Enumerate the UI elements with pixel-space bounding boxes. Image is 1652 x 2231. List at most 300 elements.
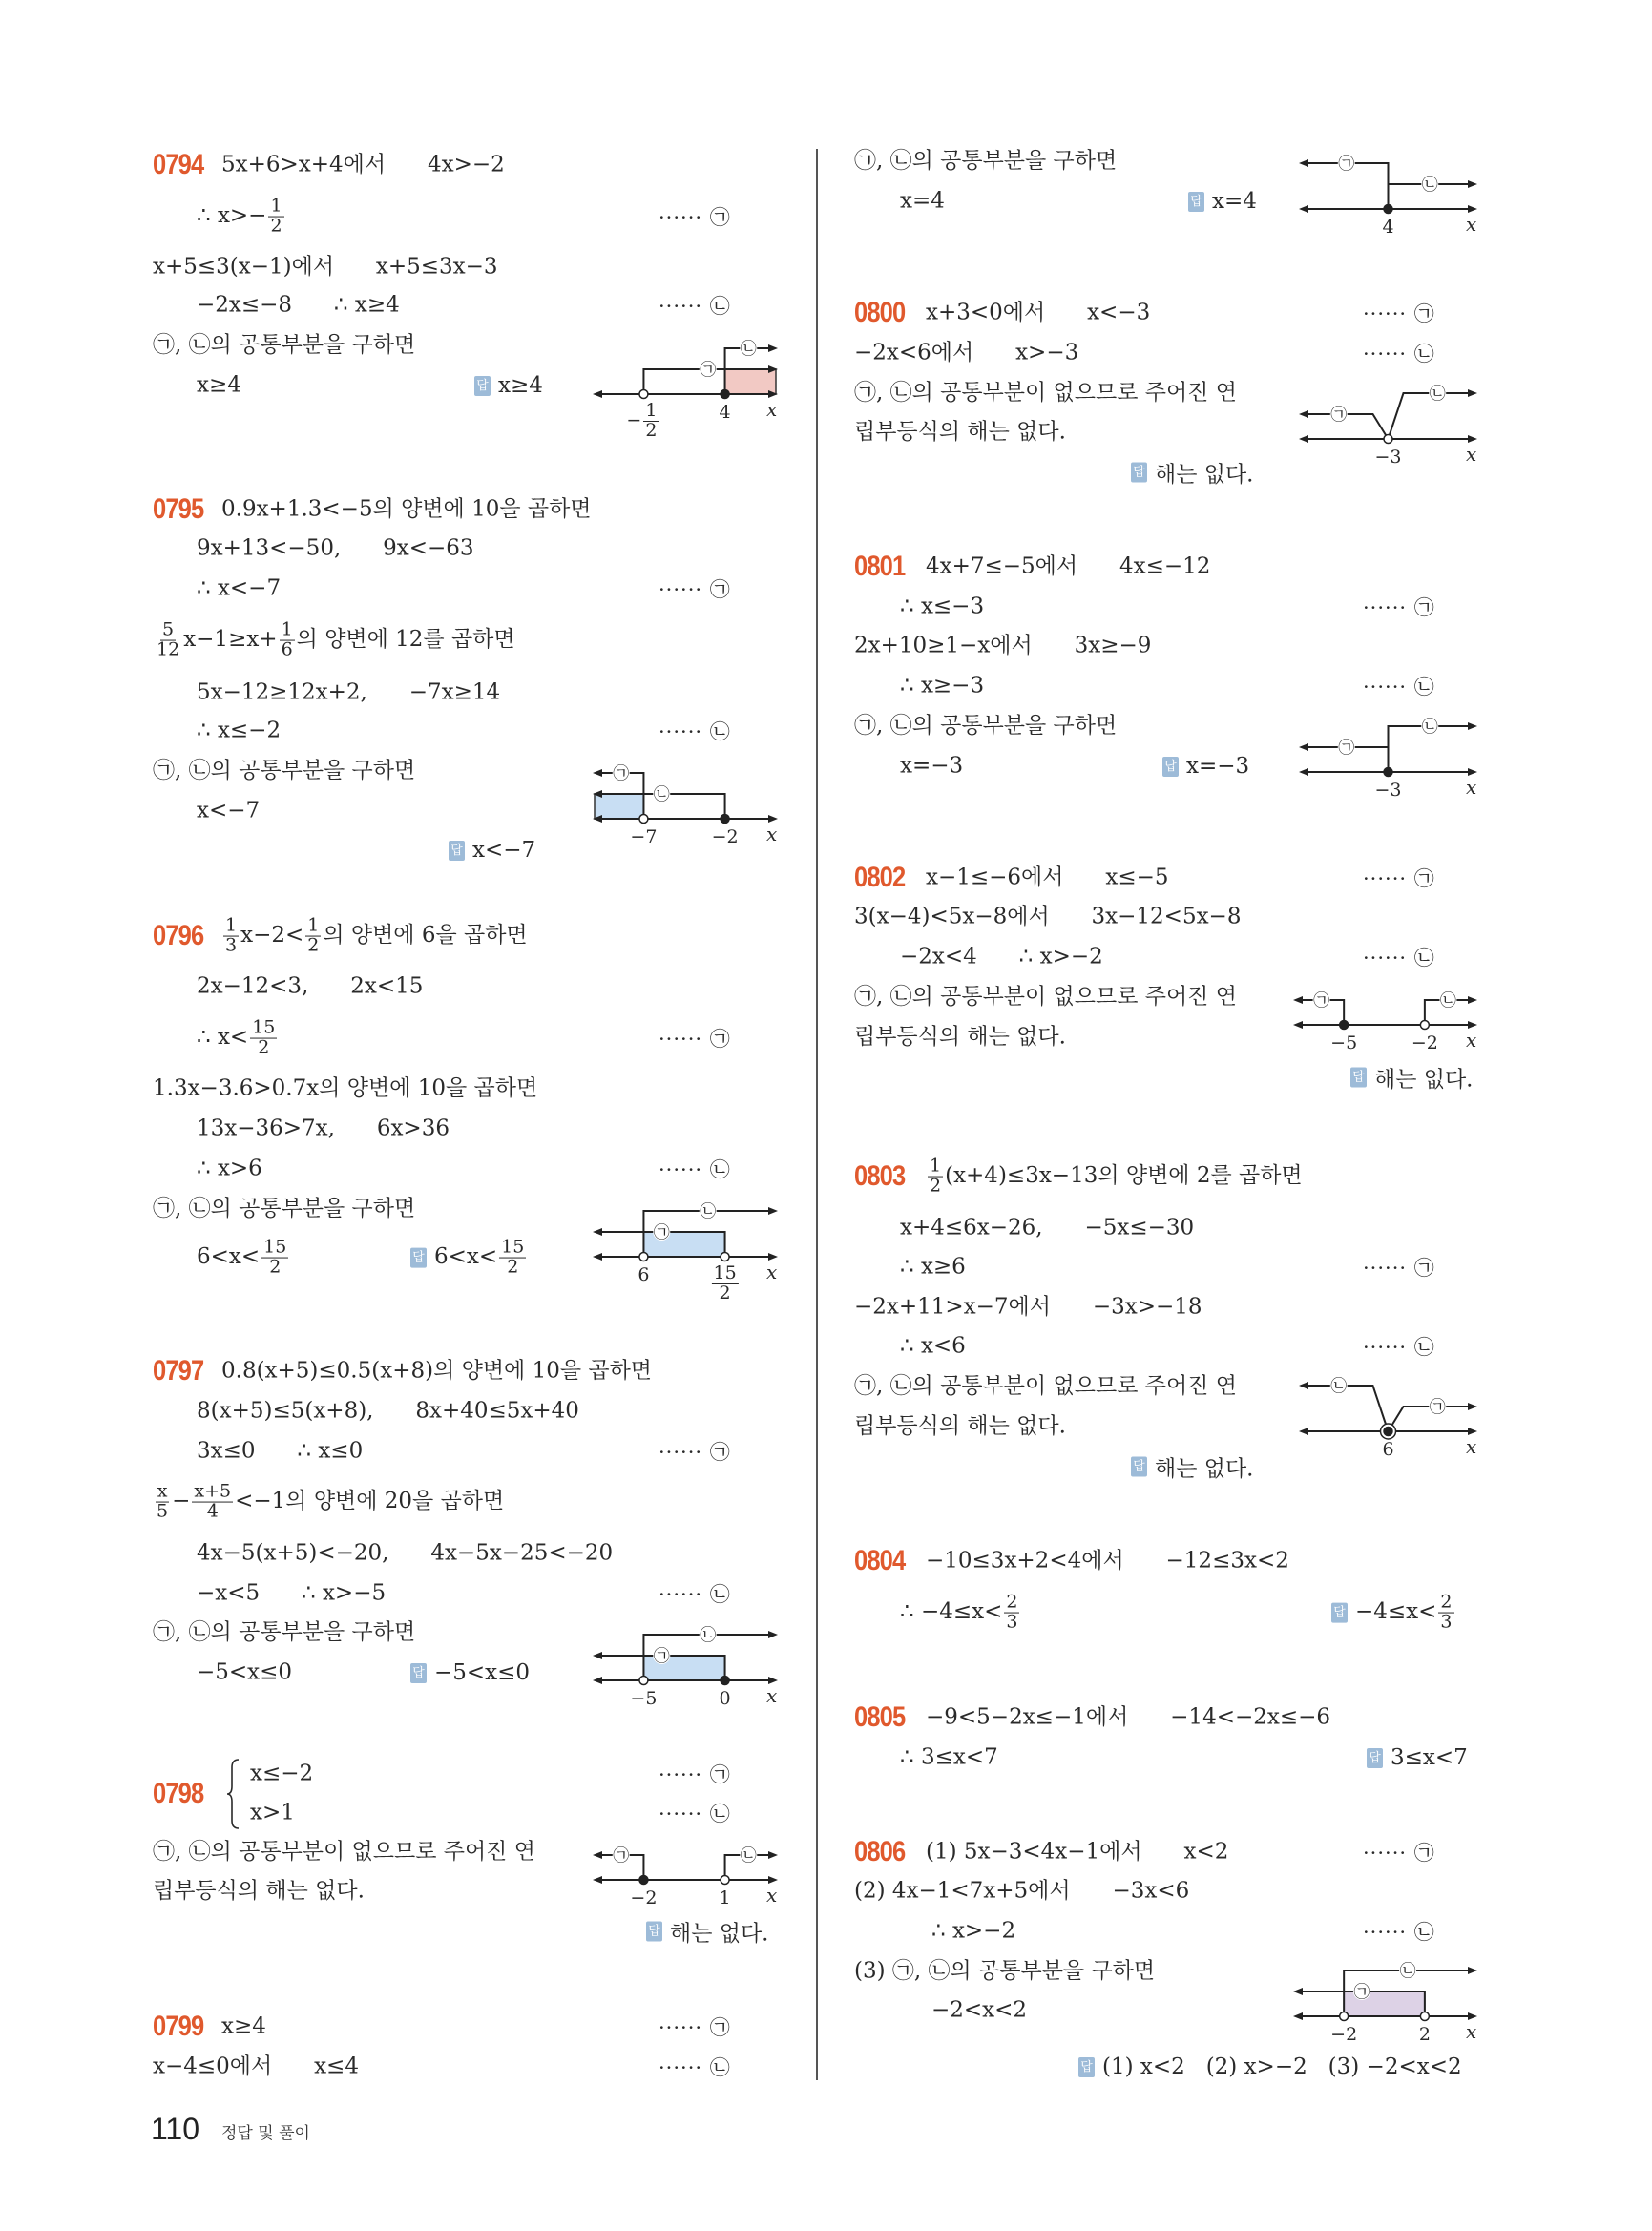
axis-right-arrow (1468, 2012, 1477, 2020)
closed-point (1340, 1021, 1349, 1030)
solution-line (197, 798, 261, 824)
answer-icon: 답 (1331, 1603, 1348, 1623)
fraction (223, 914, 239, 956)
brace-path (227, 1760, 239, 1828)
solution-line (854, 984, 1237, 1010)
denominator: 2 (719, 1282, 731, 1303)
equation-marker: ······ ㉡ (1363, 1332, 1434, 1361)
denominator: 3 (225, 934, 238, 956)
text-run: (1) x<2 (2) x>−2 (3) −2<x<2 (1102, 2054, 1462, 2079)
final-answer (1131, 1451, 1254, 1483)
equation-marker: ······ ㉠ (1363, 593, 1434, 621)
answer-text (1355, 1591, 1456, 1633)
fraction (250, 1016, 277, 1058)
solution-line (900, 1744, 998, 1770)
denominator: 2 (645, 419, 658, 441)
text-run: −5 (630, 1688, 658, 1709)
ray-label: ㉡ (740, 340, 757, 359)
text-run: 4x−5(x+5)<−20, 4x−5x−25<−20 (197, 1540, 614, 1566)
text-run: −2 (1411, 1032, 1438, 1053)
solution-line (197, 1398, 579, 1424)
equation-marker: ······ ㉠ (659, 574, 730, 603)
problem-number: 0806 (854, 1836, 906, 1867)
text-run: 립부등식의 해는 없다. (854, 1024, 1066, 1050)
answer-text (1374, 1062, 1474, 1094)
problem-number: 0797 (153, 1355, 204, 1387)
problem-number: 0803 (854, 1160, 906, 1192)
text-run: ㉠, ㉡의 공통부분이 없으므로 주어진 연 (854, 1373, 1237, 1399)
axis-right-arrow (768, 815, 778, 823)
solution-line (854, 380, 1237, 406)
text-run: 립부등식의 해는 없다. (153, 1878, 365, 1904)
solution-line (153, 618, 515, 660)
number-line-diagram (1297, 366, 1479, 471)
ray-label: ㉠ (653, 1223, 670, 1242)
tick-label (1330, 1032, 1357, 1053)
text-run: ∴ x>− (197, 203, 267, 228)
number-line-svg (591, 1608, 780, 1713)
denominator: 5 (157, 1500, 169, 1522)
ray-label: ㉠ (1353, 1983, 1370, 2002)
answer-icon: 답 (1131, 463, 1147, 483)
axis-right-arrow (1468, 435, 1477, 443)
ray-label: ㉠ (613, 764, 630, 783)
text-run: ∴ x>−2 (931, 1918, 1016, 1944)
answer-text (472, 838, 535, 863)
text-run: x−2< (240, 923, 304, 948)
tick-label (720, 402, 731, 423)
answer-text (1212, 189, 1257, 214)
number-line-svg (1291, 952, 1479, 1057)
text-run: −10≤3x+2<4에서 −12≤3x<2 (926, 1548, 1289, 1574)
text-run: − (626, 409, 642, 431)
text-run: −2 (1330, 2024, 1358, 2045)
problem-number: 0804 (854, 1545, 906, 1576)
solution-line (854, 1294, 1202, 1320)
solution-line (854, 1024, 1066, 1050)
ray-label: ㉡ (1330, 1377, 1348, 1396)
closed-point (1384, 768, 1392, 777)
axis-left-arrow (593, 390, 602, 398)
axis-right-arrow (1468, 1428, 1477, 1435)
problem-number: 0802 (854, 862, 906, 893)
solution-line (900, 753, 964, 779)
closed-point (1384, 1428, 1392, 1436)
solution-line (900, 1215, 1195, 1241)
ray-arrow (593, 1851, 602, 1859)
ray-arrow (1299, 159, 1308, 167)
solution-line (854, 1413, 1066, 1439)
solution-line (197, 1158, 262, 1180)
text-run: 6<x< (434, 1244, 498, 1269)
text-run: <−1의 양변에 20을 곱하면 (235, 1489, 505, 1513)
text-run: 0 (719, 1688, 731, 1709)
answer-text (1155, 457, 1254, 489)
ray-arrow (768, 1851, 778, 1859)
solution-line (221, 2013, 266, 2039)
ray-label: ㉡ (1399, 1962, 1416, 1981)
open-point (721, 1253, 729, 1261)
fraction (928, 1157, 943, 1197)
text-run: ㉠, ㉡의 공통부분을 구하면 (153, 1196, 416, 1221)
equation-marker: ······ ㉡ (659, 291, 730, 320)
ray-arrow (768, 1631, 778, 1638)
final-answer (1162, 754, 1249, 779)
numerator: 15 (252, 1016, 276, 1038)
text-run: x≤−2 (250, 1761, 314, 1786)
number-line-diagram (1291, 1944, 1479, 2049)
final-answer (1331, 1591, 1456, 1633)
tick-label (630, 1887, 657, 1908)
tick-label (638, 1264, 649, 1285)
text-run: −2 (711, 826, 739, 847)
text-run: (1) 5x−3<4x−1에서 x<2 (926, 1839, 1229, 1865)
numerator: x (157, 1480, 168, 1502)
solution-line (854, 148, 1118, 174)
ray-arrow (1299, 743, 1308, 751)
number-line-diagram (591, 1608, 780, 1713)
text-run: (2) 4x−1<7x+5에서 −3x<6 (854, 1878, 1190, 1904)
denominator: 12 (157, 638, 180, 660)
text-run: x=−3 (1186, 754, 1250, 779)
text-run: −2 (630, 1887, 658, 1908)
numerator: 15 (501, 1236, 525, 1258)
solution-line (197, 195, 286, 237)
axis-variable-label: x (1466, 443, 1477, 466)
ray-arrow (593, 1652, 602, 1659)
fraction (1438, 1591, 1453, 1633)
axis-right-arrow (1468, 1021, 1477, 1029)
ray-arrow (1468, 722, 1477, 730)
problem-number: 0794 (153, 149, 204, 180)
numerator: 2 (1006, 1591, 1018, 1613)
solution-line (900, 1333, 966, 1359)
text-run: 1 (719, 1887, 731, 1908)
ray-arrow (593, 1228, 602, 1236)
tick-label (1382, 217, 1393, 238)
final-answer (410, 1660, 530, 1685)
final-answer (1350, 1062, 1474, 1094)
text-run: −x<5 ∴ x>−5 (197, 1580, 387, 1606)
solution-region (595, 794, 643, 819)
axis-right-arrow (1468, 768, 1477, 776)
text-run: 해는 없다. (1155, 462, 1254, 488)
tick-label (1374, 780, 1401, 801)
text-run: 4 (1382, 217, 1394, 238)
text-run: −7 (630, 826, 658, 847)
problem-number: 0805 (854, 1701, 906, 1733)
solution-line (931, 1918, 1016, 1944)
footer-label: 정답 및 풀이 (221, 2124, 310, 2143)
text-run: − (172, 1489, 191, 1513)
text-run: ㉠, ㉡의 공통부분을 구하면 (854, 148, 1118, 174)
numerator: 1 (281, 618, 293, 640)
solution-line (854, 633, 1152, 658)
text-run: −2x≤−8 ∴ x≥4 (197, 292, 400, 318)
solution-line (926, 867, 1169, 889)
solution-line (926, 1157, 1303, 1197)
text-run: x=4 (900, 188, 945, 214)
tick-label (720, 1688, 731, 1709)
number-line-diagram (591, 1184, 780, 1303)
solution-line (900, 596, 984, 618)
solution-line (221, 496, 592, 522)
text-run: ∴ 3≤x<7 (900, 1744, 998, 1770)
equation-marker: ······ ㉡ (1363, 339, 1434, 367)
text-run: 5x+6>x+4에서 4x>−2 (221, 152, 505, 177)
solution-line (900, 944, 1103, 970)
text-run: 해는 없다. (1155, 1456, 1254, 1482)
solution-line (931, 1997, 1028, 2023)
axis-left-arrow (593, 1876, 602, 1884)
text-run: 13x−36>7x, 6x>36 (197, 1116, 450, 1141)
solution-line (900, 1591, 1021, 1633)
fraction (155, 618, 181, 660)
answer-icon: 답 (1131, 1457, 1147, 1477)
solution-line (197, 973, 424, 999)
final-answer (1131, 457, 1254, 489)
text-run: 립부등식의 해는 없다. (854, 419, 1066, 445)
text-run: x+3<0에서 x<−3 (926, 300, 1151, 325)
text-run: x≥4 (197, 372, 241, 398)
axis-variable-label: x (766, 1261, 778, 1283)
solution-region (725, 369, 776, 394)
ray-arrow (1468, 180, 1477, 188)
axis-right-arrow (768, 1677, 778, 1684)
answer-icon: 답 (1350, 1068, 1367, 1088)
answer-text (1155, 1451, 1254, 1483)
solution-line (153, 1196, 416, 1221)
equation-marker: ······ ㉡ (659, 2053, 730, 2081)
numerator: 1 (270, 195, 282, 217)
axis-left-arrow (1299, 435, 1308, 443)
answer-icon: 답 (410, 1248, 427, 1268)
ray-arrow (1468, 1403, 1477, 1410)
solution-line (197, 535, 474, 561)
tick-label (630, 826, 657, 847)
denominator: 2 (307, 934, 320, 956)
fraction (261, 1236, 288, 1278)
numerator: 2 (1440, 1591, 1453, 1613)
numerator: 5 (162, 618, 175, 640)
open-point (1384, 435, 1392, 444)
text-run: 3≤x<7 (1391, 1745, 1468, 1770)
text-run: (x+4)≤3x−13의 양변에 2를 곱하면 (945, 1163, 1303, 1188)
final-answer (646, 1916, 769, 1948)
text-run: x<−7 (472, 838, 536, 863)
equation-marker: ······ ㉠ (1363, 864, 1434, 892)
axis-variable-label: x (766, 398, 778, 421)
numerator: x+5 (194, 1480, 232, 1502)
solution-line (854, 419, 1066, 445)
tick-label (1412, 1032, 1438, 1053)
solution-line (221, 914, 528, 956)
denominator: 2 (269, 1256, 282, 1278)
text-run: 3x≤0 ∴ x≤0 (197, 1438, 364, 1464)
text-run: −5 (1330, 1032, 1358, 1053)
tick-label (720, 1887, 731, 1908)
equation-marker: ······ ㉠ (659, 1437, 730, 1466)
solution-line (197, 372, 241, 398)
text-run: x−1≥x+ (183, 627, 278, 652)
solution-line (153, 758, 416, 783)
solution-line (854, 904, 1242, 929)
ray-arrow (1299, 410, 1308, 418)
text-run: ㉠, ㉡의 공통부분이 없으므로 주어진 연 (854, 984, 1237, 1010)
equation-marker: ······ ㉠ (1363, 1838, 1434, 1866)
ray-arrow (1293, 1988, 1303, 1995)
open-point (639, 1253, 648, 1261)
text-run: x=4 (1212, 189, 1257, 214)
denominator: 3 (1440, 1611, 1453, 1633)
numerator: 1 (307, 914, 320, 936)
number-line-diagram (1297, 699, 1479, 804)
text-run: ∴ x≤−3 (900, 594, 985, 619)
solution-line (900, 188, 945, 214)
text-run: 0.9x+1.3<−5의 양변에 10을 곱하면 (221, 496, 592, 522)
tick-label (630, 1688, 657, 1709)
tick-label (1382, 1439, 1393, 1460)
fraction (268, 195, 283, 237)
solution-line (926, 553, 1211, 579)
equation-marker: ······ ㉡ (1363, 672, 1434, 700)
answer-text (434, 1236, 528, 1278)
axis-variable-label: x (766, 823, 778, 845)
solution-line (153, 2056, 359, 2078)
solution-line (197, 1659, 293, 1685)
text-run: −2x<4 ∴ x>−2 (900, 944, 1103, 970)
axis-variable-label: x (1466, 776, 1477, 799)
equation-marker: ······ ㉠ (1363, 299, 1434, 327)
axis-variable-label: x (1466, 1029, 1477, 1052)
answer-icon: 답 (410, 1663, 427, 1683)
fraction (711, 1264, 738, 1303)
number-line-svg (1291, 1944, 1479, 2049)
numerator: 1 (645, 400, 658, 421)
tick-label (626, 402, 660, 441)
ray-arrow (1468, 389, 1477, 397)
text-run: ∴ x<−7 (197, 575, 282, 601)
axis-variable-label: x (766, 1884, 778, 1907)
ray-label: ㉠ (1338, 155, 1355, 174)
text-run: x=−3 (900, 753, 964, 779)
text-run: ㉠, ㉡의 공통부분이 없으므로 주어진 연 (854, 380, 1237, 406)
open-point (639, 815, 648, 824)
equation-marker: ······ ㉠ (1363, 1253, 1434, 1282)
number-line-diagram (1297, 1359, 1479, 1464)
text-run: ㉠, ㉡의 공통부분을 구하면 (854, 713, 1118, 739)
denominator: 3 (1006, 1611, 1018, 1633)
solution-line (221, 152, 505, 177)
ray-arrow (1468, 1967, 1477, 1974)
axis-left-arrow (1299, 205, 1308, 213)
ray-label: ㉠ (1313, 991, 1330, 1011)
text-run: −2x+11>x−7에서 −3x>−18 (854, 1294, 1202, 1320)
text-run: 의 양변에 6을 곱하면 (323, 923, 528, 948)
solution-line (926, 1704, 1331, 1730)
text-run: 5x−12≥12x+2, −7x≥14 (197, 679, 501, 705)
text-run: 1.3x−3.6>0.7x의 양변에 10을 곱하면 (153, 1075, 538, 1101)
numerator: 15 (263, 1236, 287, 1258)
equation-marker: ······ ㉡ (1363, 943, 1434, 971)
text-run: x<−7 (197, 798, 261, 824)
solution-line (854, 713, 1118, 739)
solution-line (197, 1438, 364, 1464)
text-run: x>1 (250, 1800, 295, 1825)
number-line-diagram (591, 1807, 780, 1912)
ray-label: ㉠ (700, 361, 717, 380)
fraction (155, 1480, 170, 1522)
text-run: 9x+13<−50, 9x<−63 (197, 535, 474, 561)
text-run: −3 (1374, 447, 1402, 468)
text-run: 6<x< (197, 1244, 261, 1269)
equation-marker: ······ ㉡ (659, 717, 730, 745)
ray-label: ㉠ (1338, 739, 1355, 758)
answer-text (670, 1916, 769, 1948)
text-run: 2x−12<3, 2x<15 (197, 973, 424, 999)
text-run: 4x+7≤−5에서 4x≤−12 (926, 553, 1211, 579)
number-line-diagram (591, 322, 780, 441)
tick-label (1419, 2024, 1431, 2045)
fraction (643, 402, 659, 441)
text-run: x≥4 (498, 373, 543, 398)
text-run: −2<x<2 (931, 1997, 1028, 2023)
number-line-diagram (591, 746, 780, 851)
denominator: 2 (930, 1175, 942, 1197)
text-run: ㉠, ㉡의 공통부분을 구하면 (153, 332, 416, 358)
text-run: −5<x≤0 (197, 1659, 293, 1685)
number-line-svg (591, 1184, 780, 1289)
problem-number: 0796 (153, 920, 204, 951)
solution-line (926, 302, 1150, 324)
text-run: 2 (1418, 2024, 1431, 2045)
problem-number: 0801 (854, 551, 906, 582)
axis-left-arrow (1299, 768, 1308, 776)
open-point (1420, 1021, 1429, 1030)
axis-variable-label: x (1466, 1435, 1477, 1458)
axis-right-arrow (768, 1253, 778, 1261)
answer-text (1391, 1745, 1468, 1770)
axis-variable-label: x (1466, 213, 1477, 236)
tick-label (709, 1264, 740, 1303)
text-run: 4 (719, 402, 731, 423)
fraction (1004, 1591, 1019, 1633)
text-run: ∴ x≤−2 (197, 718, 282, 743)
ray-label: ㉠ (1429, 1398, 1446, 1417)
number-line-diagram (1297, 136, 1479, 241)
system-brace-icon (225, 1758, 242, 1830)
ray-label: ㉡ (740, 1846, 757, 1866)
fraction (499, 1236, 526, 1278)
final-answer (449, 838, 535, 863)
problem-number: 0798 (153, 1778, 204, 1809)
solution-line (926, 1548, 1289, 1574)
equation-marker: ······ ㉡ (659, 1799, 730, 1827)
tick-label (1330, 2024, 1357, 2045)
solution-line (250, 1763, 313, 1785)
solution-line (153, 1839, 535, 1865)
answer-text (1186, 754, 1249, 779)
solution-line (926, 1839, 1229, 1865)
ray-arrow (768, 1207, 778, 1215)
text-run: 6 (638, 1264, 650, 1285)
number-line-svg (591, 1807, 780, 1912)
text-run: −5<x≤0 (434, 1660, 531, 1685)
text-run: 의 양변에 12를 곱하면 (296, 627, 515, 652)
number-line-svg (591, 746, 780, 851)
solution-line (197, 679, 501, 705)
solution-line (153, 254, 498, 280)
